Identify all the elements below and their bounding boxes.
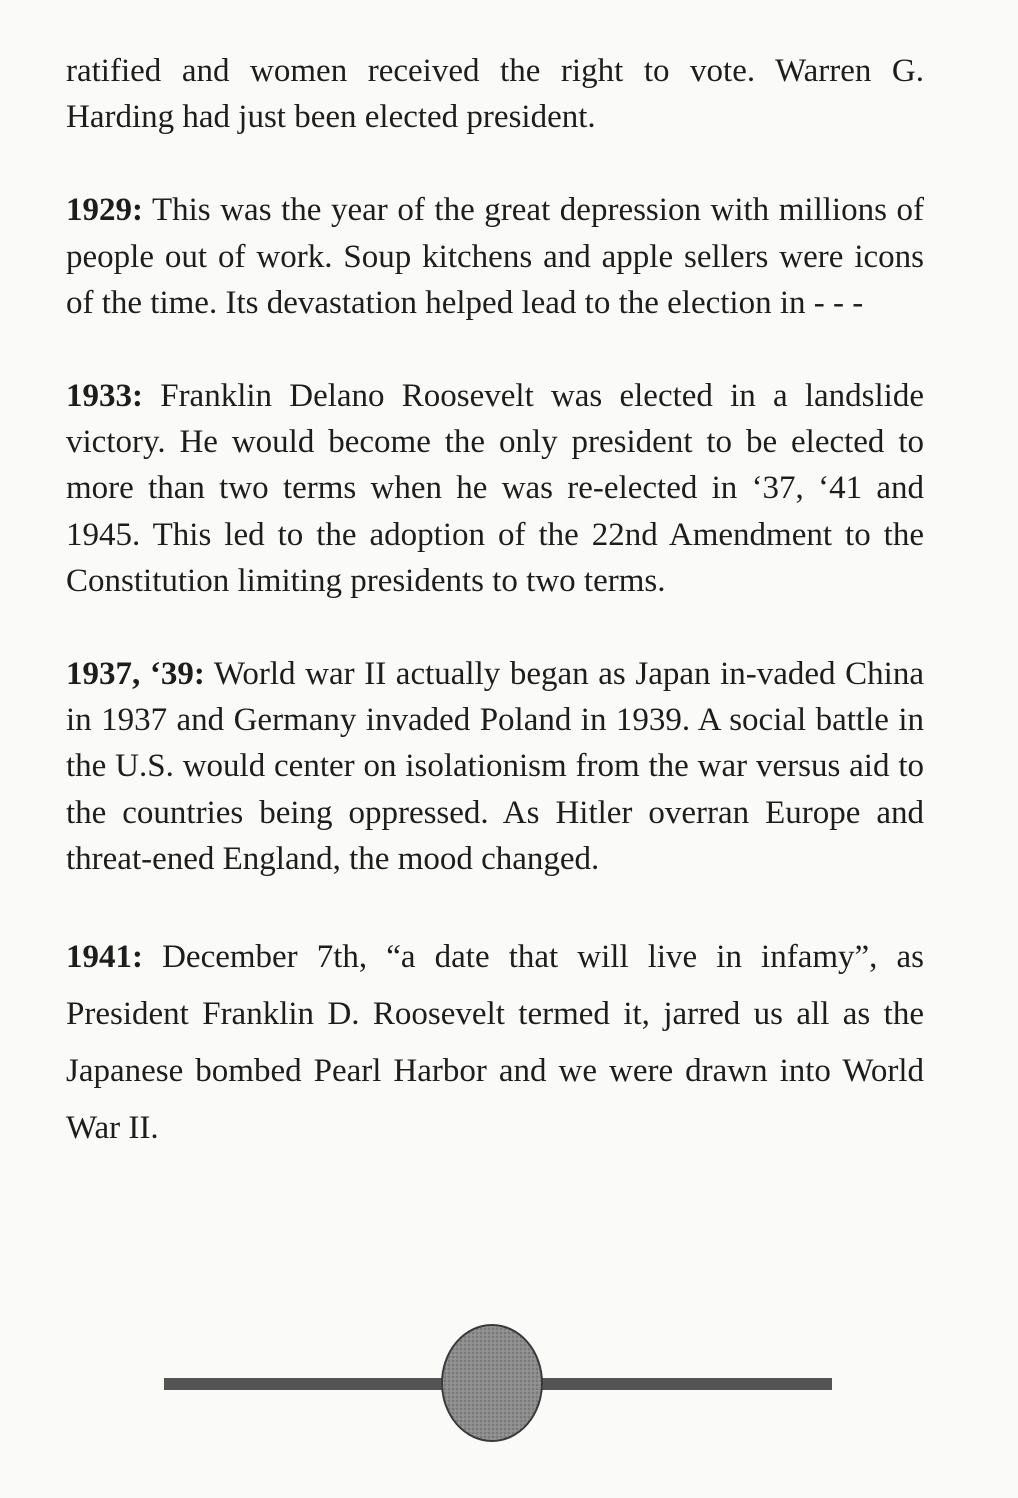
paragraph-text: December 7th, “a date that will live in infamy”, as President Franklin D. Roosevelt termed it, jarred us all as the Japanese bombed Pearl Harbor and we were drawn into World War II. bbox=[66, 939, 924, 1147]
year-label: 1941: bbox=[66, 939, 143, 976]
paragraph-1937-39 bbox=[66, 651, 924, 882]
paragraph-1929 bbox=[66, 187, 924, 326]
paragraph-text: This was the year of the great depression with millions of people out of work. Soup kitchens and apple sellers were icons of the time. Its devastation helped lead to the election in - - - bbox=[66, 192, 924, 321]
paragraph-intro bbox=[66, 48, 924, 140]
year-label: 1933: bbox=[66, 378, 143, 415]
paragraph-text: Franklin Delano Roosevelt was elected in a landslide victory. He would become the only president to be elected to more than two terms when he was re-elected in ‘37, ‘41 and 1945. This led to the adoption of the 22nd Amendment to the Constitution limiting presidents to two terms. bbox=[66, 378, 924, 599]
year-label: 1937, ‘39: bbox=[66, 656, 205, 693]
divider-ornament bbox=[164, 1320, 834, 1444]
paragraph-1933 bbox=[66, 373, 924, 604]
paragraph-text: ratified and women received the right to vote. Warren G. Harding had just been elected president. bbox=[66, 53, 924, 136]
document-body bbox=[66, 48, 924, 1204]
paragraph-1941 bbox=[66, 929, 924, 1157]
paragraph-text: World war II actually began as Japan in-vaded China in 1937 and Germany invaded Poland in 1939. A social battle in the U.S. would center on isolationism from the war versus aid to the countries being oppressed. As Hitler overran Europe and threat-ened England, the mood changed. bbox=[66, 656, 924, 877]
year-label: 1929: bbox=[66, 192, 143, 229]
divider-circle bbox=[442, 1325, 542, 1441]
